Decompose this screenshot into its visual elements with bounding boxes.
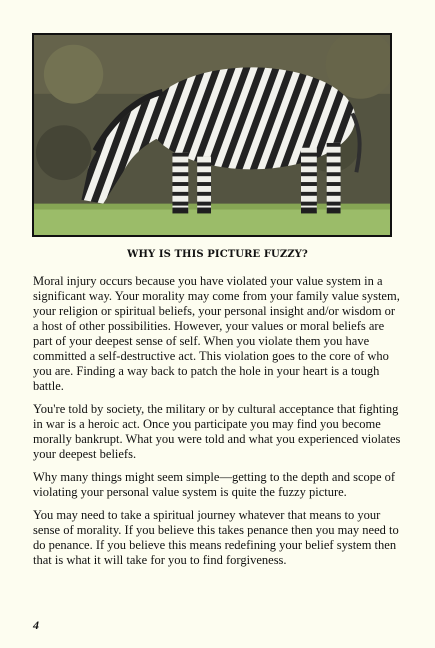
zebra-illustration bbox=[34, 35, 390, 235]
section-heading: WHY IS THIS PICTURE FUZZY? bbox=[127, 249, 308, 260]
paragraph: You're told by society, the military or by cultural acceptance that fighting in war is a heroic act. Once you participate you may find you become morally bankrupt. What you were told and what you experienced violates your deepest beliefs. bbox=[33, 402, 401, 461]
paragraph: Moral injury occurs because you have violated your value system in a significant way. Your morality may come from your family value system, your religion or spiritual beliefs, your personal insight and/or wisdom or a host of other possibilities. However, your values or moral beliefs are part of your deepest sense of self. When you violate them you have committed a self-destructive act. This violation goes to the core of who you are. Finding a way back to patch the hole in your heart is a tough battle. bbox=[33, 274, 400, 393]
page-number: 4 bbox=[33, 618, 39, 632]
body-text bbox=[33, 274, 403, 576]
paragraph: You may need to take a spiritual journey whatever that means to your sense of morality. If you believe this takes penance then you may need to do penance. If you believe this means redefining your belief system then that is what it will take for you to find forgiveness. bbox=[33, 508, 399, 567]
zebra-photo bbox=[32, 33, 392, 237]
paragraph: Why many things might seem simple—getting to the depth and scope of violating your personal value system is quite the fuzzy picture. bbox=[33, 470, 396, 499]
